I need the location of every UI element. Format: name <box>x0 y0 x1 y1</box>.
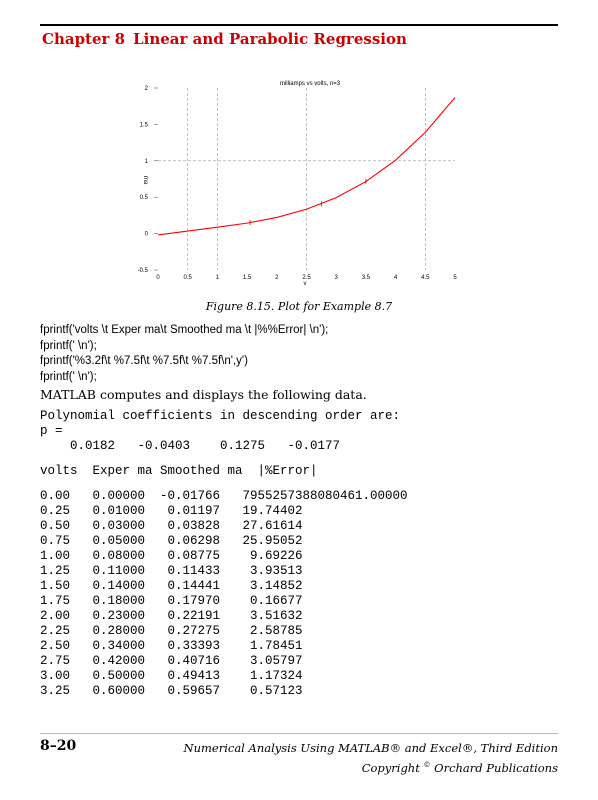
table-row: 3.00 0.50000 0.49413 1.17324 <box>40 669 303 683</box>
table-row: 0.75 0.05000 0.06298 25.95052 <box>40 534 303 548</box>
x-tick-label: 1.5 <box>242 275 252 281</box>
publisher: Orchard Publications <box>434 761 558 775</box>
copyright-word: Copyright <box>361 761 420 775</box>
x-tick-label: 5 <box>453 275 457 281</box>
table-row: 1.25 0.11000 0.11433 3.93513 <box>40 564 303 578</box>
prose-paragraph: MATLAB computes and displays the following data. <box>40 387 367 402</box>
x-tick-label: 4.5 <box>421 275 430 281</box>
footer-rule <box>40 733 558 734</box>
x-tick-label: 2.5 <box>302 275 311 281</box>
table-row: 0.50 0.03000 0.03828 27.61614 <box>40 519 303 533</box>
chart-title: milliamps vs volts, n=3 <box>279 81 341 87</box>
matlab-output <box>40 409 408 699</box>
x-tick-label: 0.5 <box>183 275 192 281</box>
x-tick-label: 4 <box>393 275 398 281</box>
table-row: 1.75 0.18000 0.17970 0.16677 <box>40 594 303 608</box>
top-rule <box>40 24 558 26</box>
y-tick-label: 1.5 <box>139 122 148 129</box>
table-row: 2.50 0.34000 0.33393 1.78451 <box>40 639 303 653</box>
table-row: 0.25 0.01000 0.01197 19.74402 <box>40 504 303 518</box>
x-tick-label: 2 <box>275 275 279 281</box>
x-tick-label: 0 <box>156 275 160 281</box>
chapter-title-text: Linear and Parabolic Regression <box>133 30 407 48</box>
coefficients-heading: Polynomial coefficients in descending order are: <box>40 409 401 423</box>
chart-xlabel: v <box>303 281 307 287</box>
p-values: 0.0182 -0.0403 0.1275 -0.0177 <box>40 439 341 453</box>
y-tick-label: -0.5 <box>137 268 148 274</box>
x-tick-label: 1 <box>215 275 220 281</box>
table-row: 1.00 0.08000 0.08775 9.69226 <box>40 549 303 563</box>
table-row: 2.00 0.23000 0.22191 3.51632 <box>40 609 303 623</box>
chapter-heading <box>42 30 407 48</box>
table-row: 1.50 0.14000 0.14441 3.14852 <box>40 579 303 593</box>
y-tick-label: 0.5 <box>139 195 148 202</box>
table-row: 0.00 0.00000 -0.01766 7955257388080461.00000 <box>40 489 408 503</box>
table-row: 3.25 0.60000 0.59657 0.57123 <box>40 684 303 698</box>
output-table <box>40 489 408 699</box>
y-tick-label: 2 <box>144 86 148 92</box>
table-header: volts Exper ma Smoothed ma |%Error| <box>40 464 318 478</box>
table-row: 2.25 0.28000 0.27275 2.58785 <box>40 624 303 638</box>
code-line: fprintf(' \n'); <box>40 339 97 352</box>
figure-caption: Figure 8.15. Plot for Example 8.7 <box>205 300 393 313</box>
plot-layer <box>138 86 458 281</box>
book-title: Numerical Analysis Using MATLAB® and Excel®, Third Edition <box>183 741 558 755</box>
page-number: 8–20 <box>40 738 77 754</box>
code-line: fprintf(' \n'); <box>40 370 97 383</box>
copyright-line <box>362 761 558 775</box>
copyright-symbol: © <box>423 761 431 770</box>
x-tick-label: 3.5 <box>361 275 371 281</box>
x-tick-label: 3 <box>334 275 338 281</box>
y-tick-label: 1 <box>144 158 148 165</box>
y-tick-label: 0 <box>144 231 148 238</box>
code-line: fprintf('volts \t Exper ma\t Smoothed ma \t |%%Error| \n'); <box>40 324 329 336</box>
table-row: 2.75 0.42000 0.40716 3.05797 <box>40 654 303 668</box>
code-line: fprintf('%3.2f\t %7.5f\t %7.5f\t %7.5f\n',y') <box>40 355 248 367</box>
matlab-code-block <box>40 323 328 385</box>
chart-ylabel: ma <box>142 175 148 185</box>
chapter-number: Chapter 8 <box>42 30 126 48</box>
regression-plot <box>100 72 480 292</box>
p-label: p = <box>40 424 63 438</box>
